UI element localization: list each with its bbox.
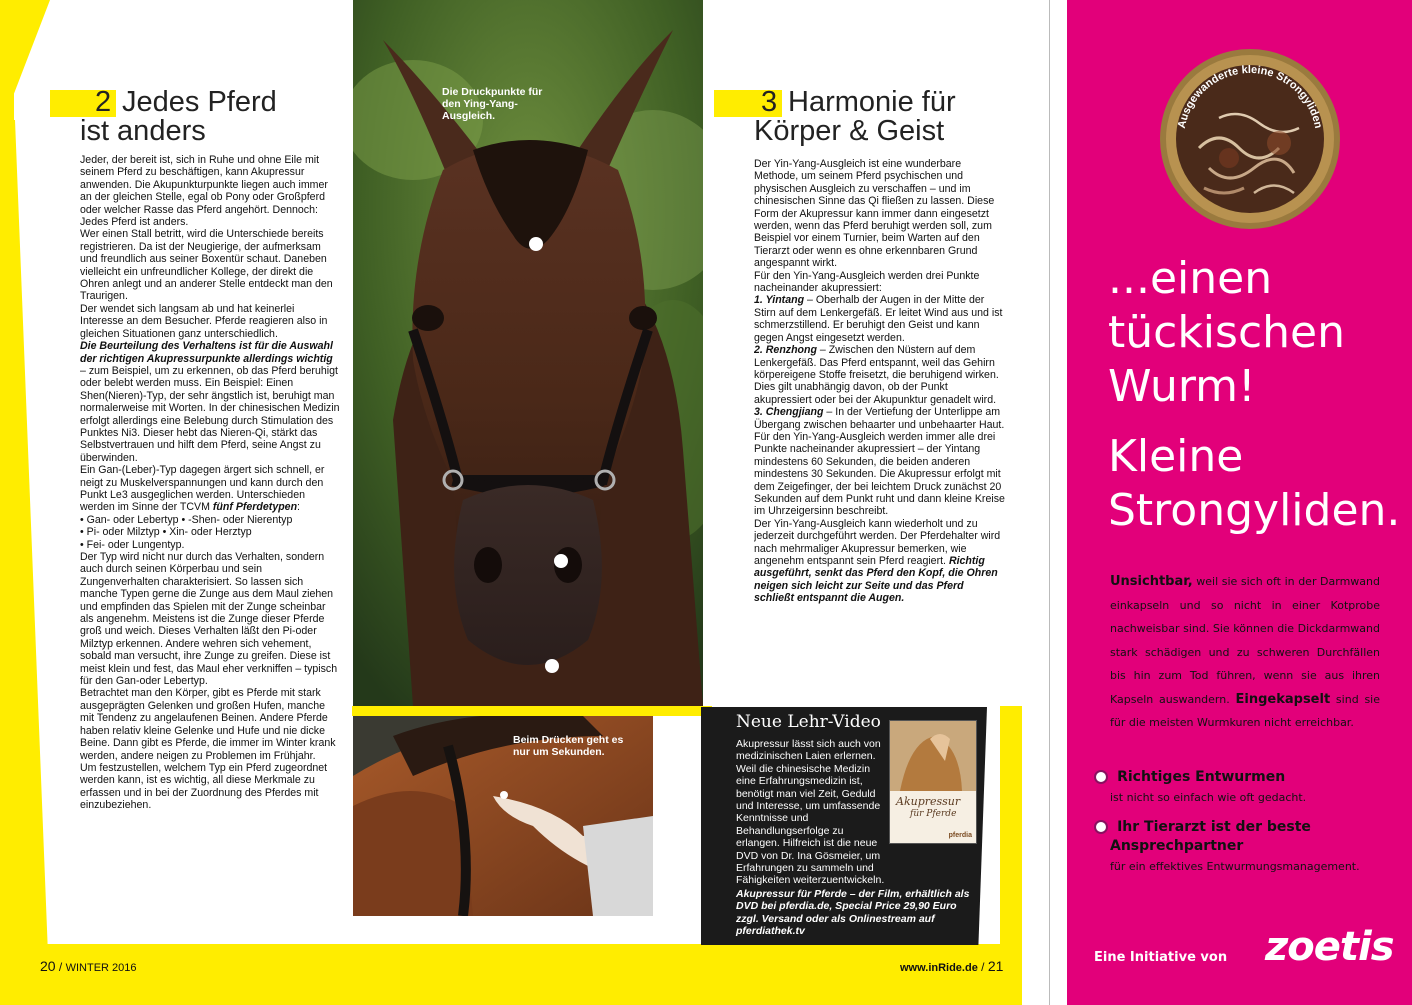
- ad-handwritten-headline: ...einen tückischen Wurm! Kleine Strongyliden.: [1108, 253, 1401, 536]
- yellow-frame-bottom: [0, 944, 1022, 1005]
- ad-bullet-1: Richtiges Entwurmen ist nicht so einfach wie oft gedacht.: [1094, 766, 1384, 804]
- ad-bullet-2: Ihr Tierarzt ist der beste Ansprechpartner für ein effektives Entwurmungsmanagement.: [1094, 816, 1384, 873]
- left-paragraph: Wer einen Stall betritt, wird die Unterschiede bereits registrieren. Da ist der Neugierige, der aufmerksam und freundlich aus seiner Boxentür schaut. Daneben vielleicht ein unfreundlicher Kollege, der direkt die Ohren anlegt und an anderer Stelle entdeckt man den Traurigen.: [80, 228, 333, 303]
- left-paragraph: • Pi- oder Milztyp • Xin- oder Herztyp: [80, 526, 252, 539]
- photo-caption-top: Die Druckpunkte für den Ying-Yang-Ausgleich.: [442, 86, 543, 122]
- yellow-frame-right: [1000, 706, 1022, 946]
- video-box-title: Neue Lehr-Video: [736, 712, 881, 732]
- photo-caption-bottom: Beim Drücken geht es nur um Sekunden.: [513, 734, 624, 758]
- ad-initiative-label: Eine Initiative von: [1094, 950, 1228, 965]
- dvd-cover[interactable]: Akupressur für Pferde pferdia: [889, 720, 977, 844]
- right-paragraph: Für den Yin-Yang-Ausgleich werden immer alle drei Punkte nacheinander akupressiert – der Yintang mindestens 60 Sekunden, die beiden anderen mindestens 30 Sekunden. Die Akupressur erfolgt mit dem Zeigefinger, der bei leichtem Druck zunächst 20 Sekunden auf dem Punkt ruht und dann kleine Kreise im Uhrzeigersinn beschreibt.: [754, 430, 1005, 518]
- left-paragraph: • Gan- oder Lebertyp • -Shen- oder Nierentyp: [80, 513, 293, 526]
- svg-text:Ausgewanderte kleine Strongyli: Ausgewanderte kleine Strongyliden: [1175, 63, 1325, 130]
- right-paragraph: Der Yin-Yang-Ausgleich kann wiederholt und zu jederzeit durchgeführt werden. Der Pferdehalter wird nach mehrmaliger Akupressur bemerken, wie angenehm entspannt sein Pferd reagiert. Richtig ausgeführt, senkt das Pferd den Kopf, die Ohren neigen sich leicht zur Seite und das Pferd schließt entspannt die Augen.: [754, 517, 1001, 605]
- right-paragraph: 3. Chengjiang – In der Vertiefung der Unterlippe am Übergang zwischen behaarter und unbehaarter Haut.: [754, 406, 1005, 431]
- right-paragraph: Für den Yin-Yang-Ausgleich werden drei Punkte nacheinander akupressiert:: [754, 269, 980, 295]
- yellow-frame-left-wedge: [0, 120, 50, 1005]
- article-text-right: [754, 158, 1006, 688]
- section-number-3: 3: [761, 86, 778, 118]
- left-paragraph: Ein Gan-(Leber)-Typ dagegen ärgert sich schnell, er neigt zu Muskelverspannungen und kann durch den Punkt Le3 ausgeglichen werden. Unterschieden werden im Sinne der TCVM fünf Pferdetypen:: [80, 464, 325, 514]
- section-headline-3: Harmonie für Körper & Geist: [754, 86, 956, 147]
- ad-body-text: Unsichtbar, weil sie sich oft in der Darmwand einkapseln und so nicht in einer Kotprobe nachweisbar sind. Sie können die Dickdarmwand stark schädigen und zu schweren Durchfällen bis hin zum Tod führen, wenn sie aus ihren Kapseln auswandern. Eingekapselt sind sie für die meisten Wurmkuren nicht erreichbar.: [1110, 574, 1380, 729]
- right-paragraph: 2. Renzhong – Zwischen den Nüstern auf dem Lenkergefäß. Das Pferd entspannt, weil das Gehirn körpereigene Stoffe freisetzt, die beruhigend wirken. Dies gilt unabhängig davon, ob der Punkt akupressiert oder bei der Akupunktur genadelt wird.: [754, 344, 999, 406]
- video-box-bold: Akupressur für Pferde – der Film, erhältlich als DVD bei pferdia.de, Special Price 29,90 Euro zzgl. Versand oder als Onlinestream auf pferdiathek.tv: [736, 888, 970, 938]
- bullet-icon: [1094, 820, 1108, 834]
- left-paragraph: Jeder, der bereit ist, sich in Ruhe und ohne Eile mit seinem Pferd zu beschäftigen, kann Akupressur anwenden. Die Akupunkturpunkte liegen auch immer an der gleichen Stelle, egal ob Pony oder Großpferd oder welcher Rasse das Pferd angehört. Dennoch: Jedes Pferd ist anders.: [80, 154, 328, 229]
- issue-label: WINTER 2016: [65, 962, 137, 974]
- page-number-left: 20: [40, 958, 56, 974]
- left-paragraph: Die Beurteilung des Verhaltens ist für die Auswahl der richtigen Akupressurpunkte allerdings wichtig – zum Beispiel, um zu erkennen, ob das Pferd beruhigt oder belebt werden muss. Ein Beispiel: Einen Shen(Nieren)-Typ, der sehr ängstlich ist, beruhigt man normalerweise mit Worten. In der chinesischen Medizin erfolgt allerdings eine Belebung durch Stimulation des Punktes Ni3. Dieser hebt das Nieren-Qi, stärkt das Selbstvertrauen und hilft dem Pferd, seine Angst zu überwinden.: [80, 340, 340, 464]
- page-gutter: [1022, 0, 1067, 1005]
- section-number: 2: [95, 86, 112, 118]
- left-paragraph: Der Typ wird nicht nur durch das Verhalten, sondern auch durch seinen Körperbau und sein Zungenverhalten charakterisiert. So lassen sich manche Typen gerne die Zunge aus dem Maul ziehen und empfinden das Spielen mit der Zunge scheinbar als angenehm. Meistens ist die Zunge dieser Pferde groß und weich. Dieses Verhalten läßt den Pi-oder Milztyp erkennen. Andere wehren sich vehement, sobald man versucht, ihre Zunge zu greifen. Diese ist meist klein und fest, das Maul eher verkniffen – typisch für den Gan-oder Lebertyp.: [80, 551, 338, 688]
- left-paragraph: Um festzustellen, welchem Typ ein Pferd zugeordnet werden kann, ist es wichtig, all diese Merkmale zu erfassen und in bei der Zuordnung des Pferdes mit einzubeziehen.: [80, 761, 328, 812]
- bullet-icon: [1094, 770, 1108, 784]
- yellow-frame-mid: [352, 706, 712, 716]
- right-paragraph: Der Yin-Yang-Ausgleich ist eine wunderbare Methode, um seinem Pferd psychischen und physischen Ausgleich zu verschaffen – und im chinesischen Sinne das Qi fließen zu lassen. Diese Form der Akupressur kann immer dann eingesetzt werden, wenn das Pferd beruhigt werden soll, zum Beispiel vor einem Turnier, beim Warten auf den Tierarzt oder wenn es ohne erkennbaren Grund angespannt wirkt.: [754, 158, 995, 270]
- footer-left: 20 / WINTER 2016: [40, 958, 137, 974]
- gutter-line: [1049, 0, 1050, 1005]
- left-paragraph: Der wendet sich langsam ab und hat keinerlei Interesse an dem Besucher. Pferde reagieren also in gleichen Situationen ganz unterschiedlich.: [80, 302, 328, 340]
- section-headline: Jedes Pferd ist anders: [80, 86, 277, 147]
- footer-right: www.inRide.de / 21: [900, 958, 1004, 974]
- video-box-text: Akupressur lässt sich auch von medizinischen Laien erlernen. Weil die chinesische Medizin eine Erfahrungsmedizin ist, benötigt man viel Zeit, Geduld und Interesse, um umfassende Kenntnisse und Behandlungserfolge zu erlangen. Hilfreich ist die neue DVD von Dr. Ina Gösmeier, um Erfahrungen zu sammeln und Fähigkeiten weiterzuentwickeln.: [736, 738, 885, 887]
- left-paragraph: Betrachtet man den Körper, gibt es Pferde mit stark ausgeprägten Gelenken und großen Hufen, manche mit Tendenz zu angelaufenen Beinen. Andere Pferde haben relativ kleine Gelenke und Hufe und nie dicke Beine. Dann gibt es Pferde, die immer im Winter krank werden, andere neigen zu Problemen im Frühjahr.: [80, 687, 336, 762]
- site-link[interactable]: www.inRide.de: [900, 962, 978, 974]
- worm-badge: [1159, 48, 1341, 230]
- page-number-right: 21: [987, 958, 1004, 974]
- right-paragraph: 1. Yintang – Oberhalb der Augen in der Mitte der Stirn auf dem Lenkergefäß. Er leitet Wind aus und ist schmerzstillend. Er beruhigt den Geist und kann gegen Angst eingesetzt werden.: [754, 294, 1003, 344]
- left-paragraph: • Fei- oder Lungentyp.: [80, 538, 185, 551]
- article-text-left: [80, 154, 340, 924]
- zoetis-logo[interactable]: zoetis: [1265, 924, 1394, 970]
